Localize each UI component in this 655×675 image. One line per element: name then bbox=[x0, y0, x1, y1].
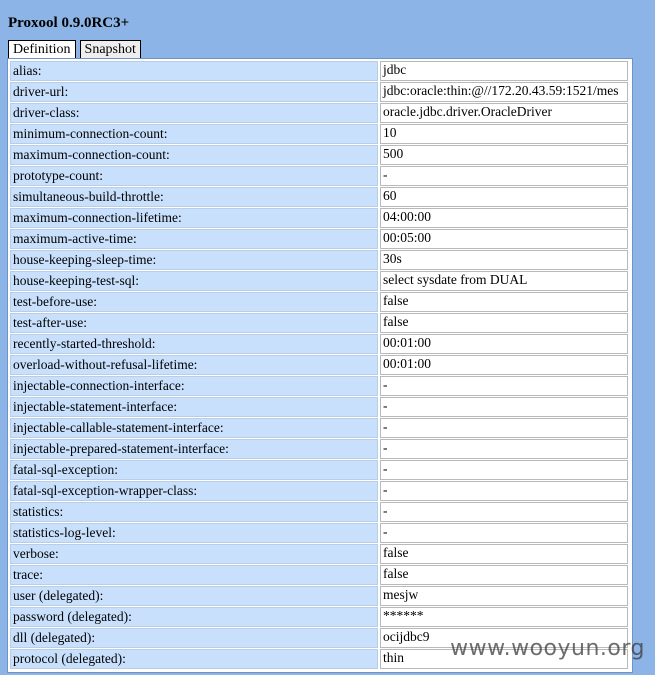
property-value: thin bbox=[380, 649, 628, 669]
tab-bar bbox=[8, 40, 141, 59]
property-value: - bbox=[380, 460, 628, 480]
property-value: jdbc:oracle:thin:@//172.20.43.59:1521/mes bbox=[380, 82, 628, 102]
property-value: false bbox=[380, 565, 628, 585]
property-value: - bbox=[380, 166, 628, 186]
property-key: injectable-prepared-statement-interface: bbox=[10, 439, 378, 459]
page-title: Proxool 0.9.0RC3+ bbox=[8, 15, 130, 31]
property-value: false bbox=[380, 313, 628, 333]
property-key: overload-without-refusal-lifetime: bbox=[10, 355, 378, 375]
property-key: injectable-statement-interface: bbox=[10, 397, 378, 417]
property-value: - bbox=[380, 523, 628, 543]
property-key: password (delegated): bbox=[10, 607, 378, 627]
properties-table bbox=[10, 61, 630, 669]
property-value: 30s bbox=[380, 250, 628, 270]
property-value: 00:01:00 bbox=[380, 334, 628, 354]
property-key: alias: bbox=[10, 61, 378, 81]
property-value: 00:05:00 bbox=[380, 229, 628, 249]
property-key: prototype-count: bbox=[10, 166, 378, 186]
property-value: 500 bbox=[380, 145, 628, 165]
property-key: maximum-connection-lifetime: bbox=[10, 208, 378, 228]
property-value: mesjw bbox=[380, 586, 628, 606]
property-key: test-after-use: bbox=[10, 313, 378, 333]
property-value: false bbox=[380, 292, 628, 312]
property-value: 00:01:00 bbox=[380, 355, 628, 375]
property-value: - bbox=[380, 481, 628, 501]
property-key: injectable-connection-interface: bbox=[10, 376, 378, 396]
property-key: house-keeping-test-sql: bbox=[10, 271, 378, 291]
property-key: driver-url: bbox=[10, 82, 378, 102]
property-value: ****** bbox=[380, 607, 628, 627]
property-key: minimum-connection-count: bbox=[10, 124, 378, 144]
property-key: statistics-log-level: bbox=[10, 523, 378, 543]
property-value: 04:00:00 bbox=[380, 208, 628, 228]
property-key: test-before-use: bbox=[10, 292, 378, 312]
property-value: ocijdbc9 bbox=[380, 628, 628, 648]
property-key: trace: bbox=[10, 565, 378, 585]
tab-snapshot[interactable]: Snapshot bbox=[80, 40, 141, 59]
property-value: - bbox=[380, 376, 628, 396]
property-key: dll (delegated): bbox=[10, 628, 378, 648]
property-value: 60 bbox=[380, 187, 628, 207]
property-key: injectable-callable-statement-interface: bbox=[10, 418, 378, 438]
property-value: oracle.jdbc.driver.OracleDriver bbox=[380, 103, 628, 123]
property-key: fatal-sql-exception-wrapper-class: bbox=[10, 481, 378, 501]
property-key: verbose: bbox=[10, 544, 378, 564]
property-key: fatal-sql-exception: bbox=[10, 460, 378, 480]
property-key: simultaneous-build-throttle: bbox=[10, 187, 378, 207]
property-key: maximum-connection-count: bbox=[10, 145, 378, 165]
property-key: house-keeping-sleep-time: bbox=[10, 250, 378, 270]
property-value: - bbox=[380, 397, 628, 417]
property-value: - bbox=[380, 439, 628, 459]
watermark: www.wooyun.org bbox=[450, 636, 645, 661]
property-key: maximum-active-time: bbox=[10, 229, 378, 249]
property-key: driver-class: bbox=[10, 103, 378, 123]
property-key: protocol (delegated): bbox=[10, 649, 378, 669]
property-key: statistics: bbox=[10, 502, 378, 522]
definition-panel bbox=[7, 58, 633, 673]
property-key: user (delegated): bbox=[10, 586, 378, 606]
property-value: - bbox=[380, 418, 628, 438]
property-value: jdbc bbox=[380, 61, 628, 81]
tab-definition[interactable]: Definition bbox=[8, 40, 76, 59]
property-value: select sysdate from DUAL bbox=[380, 271, 628, 291]
property-value: false bbox=[380, 544, 628, 564]
property-key: recently-started-threshold: bbox=[10, 334, 378, 354]
property-value: 10 bbox=[380, 124, 628, 144]
property-value: - bbox=[380, 502, 628, 522]
